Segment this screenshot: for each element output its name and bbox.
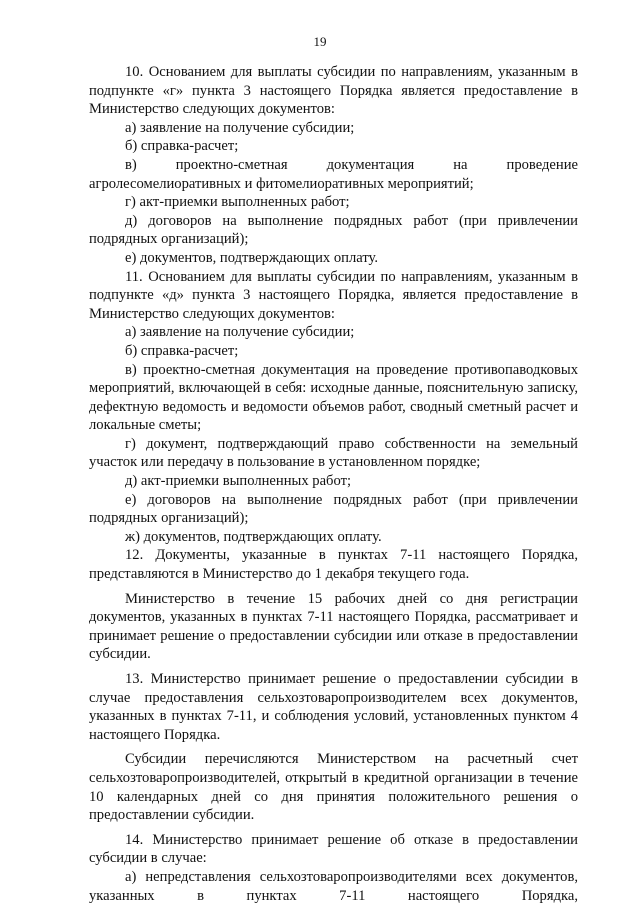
document-body (89, 63, 578, 905)
clause-10-item-a: а) заявление на получение субсидии; (125, 119, 355, 136)
clause-12-review: Министерство в течение 15 рабочих дней со дня регистрации документов, указанных в пунктах 7-11 настоящего Порядка, рассматривает и принимает решение о предоставлении субсидии или отказе в предоставлении субсидии. (89, 590, 578, 663)
clause-10-item-b: б) справка-расчет; (125, 138, 239, 155)
clause-11-item-v: в) проектно-сметная документация на проведение противопаводковых мероприятий, включающей в себя: исходные данные, пояснительную записку, дефектную ведомость и ведомости объемов работ, сводный сметный расчет и локальные сметы; (89, 361, 578, 434)
clause-11-item-e: е) договоров на выполнение подрядных работ (при привлечении подрядных организаций); (89, 491, 578, 527)
clause-11-item-zh: ж) документов, подтверждающих оплату. (125, 528, 382, 545)
clause-10-item-v: в) проектно-сметная документация на проведение агролесомелиоративных и фитомелиоративных мероприятий; (89, 156, 578, 192)
clause-11: 11. Основанием для выплаты субсидии по направлениям, указанным в подпункте «д» пункта 3 настоящего Порядка, является предоставление в Министерство следующих документов: (89, 268, 578, 322)
clause-11-item-d: д) акт-приемки выполненных работ; (125, 473, 352, 490)
clause-10-item-g: г) акт-приемки выполненных работ; (125, 194, 350, 211)
page-number: 19 (313, 34, 327, 49)
clause-14-item-a: а) непредставления сельхозтоваропроизводителями всех документов, указанных в пунктах 7-11 настоящего Порядка, (89, 868, 578, 904)
clause-11-item-a: а) заявление на получение субсидии; (125, 324, 355, 341)
clause-10-item-d: д) договоров на выполнение подрядных работ (при привлечении подрядных организаций); (89, 212, 578, 248)
clause-13: 13. Министерство принимает решение о предоставлении субсидии в случае предоставления сельхозтоваропроизводителем всех документов, указанных в пунктах 7-11, и соблюдения условий, установленных пунктом 4 настоящего Порядка. (89, 671, 578, 743)
clause-10-item-e: е) документов, подтверждающих оплату. (125, 249, 378, 266)
clause-12: 12. Документы, указанные в пунктах 7-11 настоящего Порядка, представляются в Министерство до 1 декабря текущего года. (89, 547, 578, 583)
clause-11-item-g: г) документ, подтверждающий право собственности на земельный участок или передачу в пользование в установленном порядке; (89, 435, 578, 471)
clause-11-item-b: б) справка-расчет; (125, 342, 239, 359)
clause-10: 10. Основанием для выплаты субсидии по направлениям, указанным в подпункте «г» пункта 3 настоящего Порядка является предоставление в Министерство следующих документов: (89, 64, 578, 118)
clause-14: 14. Министерство принимает решение об отказе в предоставлении субсидии в случае: (89, 831, 578, 867)
clause-13-transfer: Субсидии перечисляются Министерством на расчетный счет сельхозтоваропроизводителей, открытый в кредитной организации в течение 10 календарных дней со дня принятия положительного решения о предоставлении субсидии. (89, 751, 578, 824)
